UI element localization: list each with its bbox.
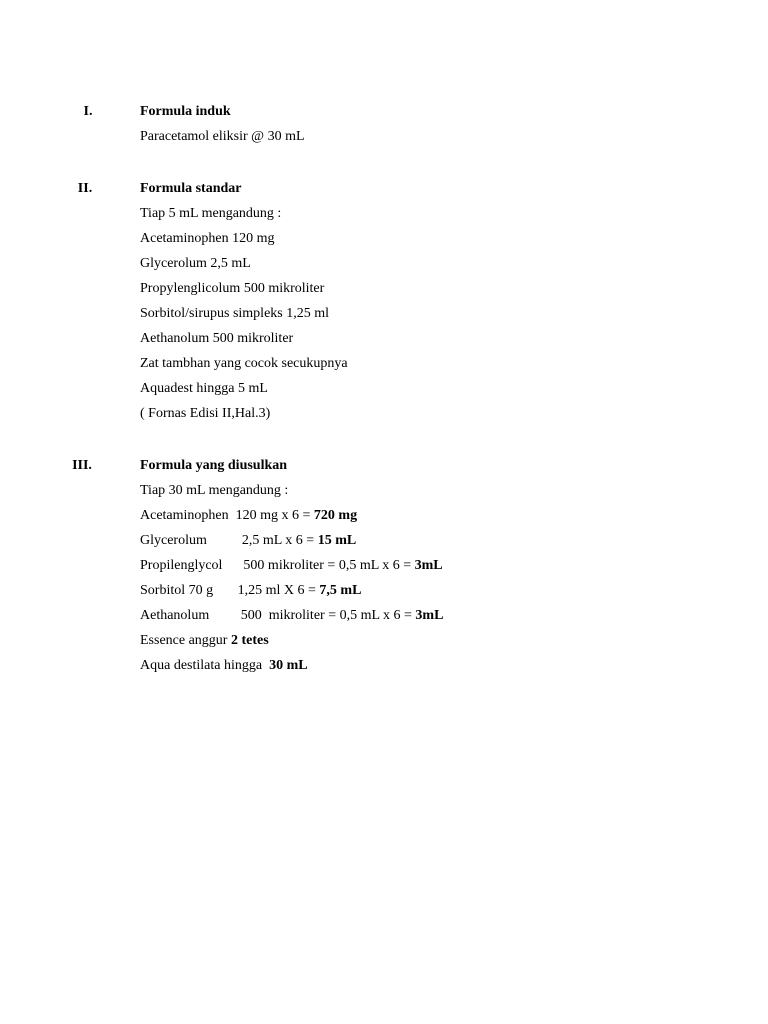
text-line: Paracetamol eliksir @ 30 mL (140, 129, 305, 144)
calc-line (140, 553, 740, 578)
text-line: Glycerolum 2,5 mL (140, 256, 251, 271)
calc-line (140, 578, 740, 603)
calc-text: Sorbitol 70 g 1,25 ml X 6 = (140, 583, 320, 598)
text-line: Tiap 5 mL mengandung : (140, 206, 282, 221)
calc-text: Glycerolum 2,5 mL x 6 = (140, 533, 318, 548)
text-line: Aquadest hingga 5 mL (140, 381, 268, 396)
calc-result: 3mL (415, 608, 444, 623)
calc-result: 15 mL (317, 533, 357, 548)
calc-line (140, 528, 740, 553)
calc-text: Propilenglycol 500 mikroliter = 0,5 mL x 6 = (140, 558, 415, 573)
text-line: Zat tambhan yang cocok secukupnya (140, 356, 348, 371)
calc-result: 30 mL (269, 658, 308, 673)
calc-line (140, 603, 740, 628)
calc-result: 7,5 mL (319, 583, 362, 598)
text-line: Propylenglicolum 500 mikroliter (140, 281, 325, 296)
calc-result: 720 mg (313, 508, 358, 523)
section-body (140, 99, 740, 149)
calc-line (140, 503, 740, 528)
calc-text: Acetaminophen 120 mg x 6 = (140, 508, 314, 523)
section-numeral: III. (72, 458, 92, 473)
calc-text: Aqua destilata hingga (140, 658, 270, 673)
calc-text: Aethanolum 500 mikroliter = 0,5 mL x 6 = (140, 608, 416, 623)
calc-text: Essence anggur (140, 633, 231, 648)
text-line: Tiap 30 mL mengandung : (140, 483, 289, 498)
calc-line (140, 628, 740, 653)
text-line: ( Fornas Edisi II,Hal.3) (140, 406, 271, 421)
section-numeral: I. (83, 104, 93, 119)
section-heading: Formula yang diusulkan (140, 458, 288, 473)
section-body (140, 453, 740, 678)
section-body (140, 176, 740, 426)
calc-result: 3mL (414, 558, 443, 573)
calc-line (140, 653, 740, 678)
text-line: Acetaminophen 120 mg (140, 231, 275, 246)
calc-result: 2 tetes (230, 633, 269, 648)
section-numeral: II. (77, 181, 93, 196)
section-heading: Formula standar (140, 181, 242, 196)
section-heading: Formula induk (140, 104, 231, 119)
text-line: Aethanolum 500 mikroliter (140, 331, 294, 346)
text-line: Sorbitol/sirupus simpleks 1,25 ml (140, 306, 330, 321)
